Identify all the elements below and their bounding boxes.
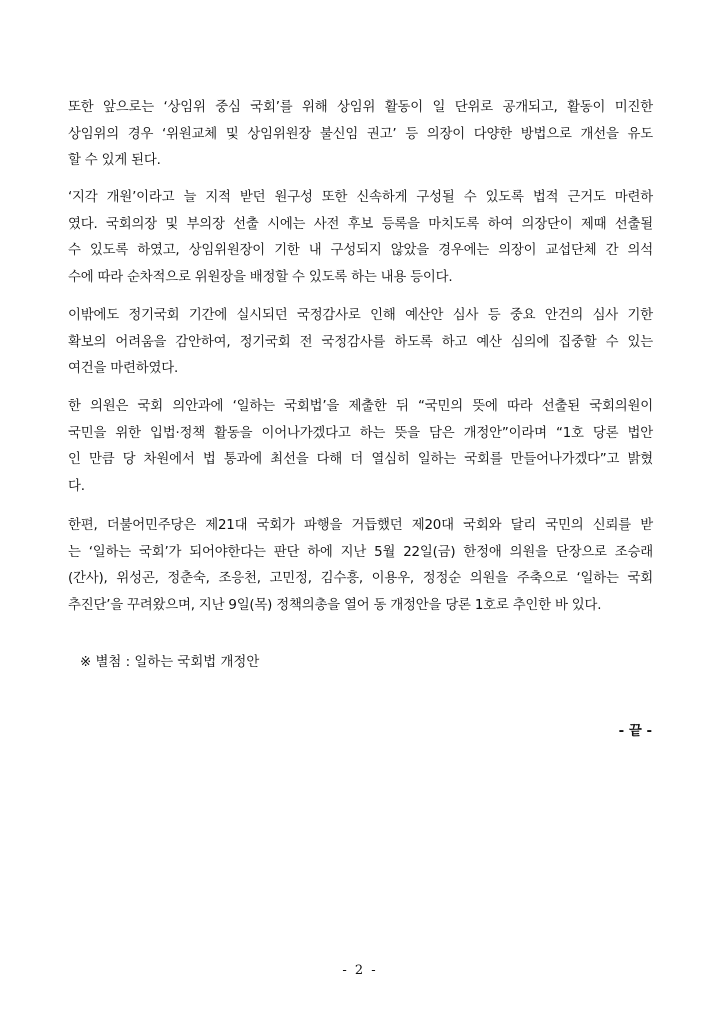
end-mark: - 끝 - bbox=[618, 724, 652, 739]
paragraph-line: 였다. 국회의장 및 부의장 선출 시에는 사전 후보 등록을 마치도록 하여 의장단이 제때 선출될 bbox=[68, 216, 653, 232]
paragraph-submission-quote bbox=[68, 394, 653, 500]
paragraph-line: 확보의 어려움을 감안하여, 정기국회 전 국정감사를 하도록 하고 예산 심의에 집중할 수 있는 bbox=[68, 334, 653, 350]
paragraph-line: 상임위의 경우 ‘위원교체 및 상임위원장 불신임 권고’ 등 의장이 다양한 방법으로 개선을 유도 bbox=[68, 126, 653, 142]
paragraph-line: 한편, 더불어민주당은 제21대 국회가 파행을 거듭했던 제20대 국회와 달리 국민의 신뢰를 받 bbox=[68, 518, 653, 533]
paragraph-line: (간사), 위성곤, 정춘숙, 조응천, 고민정, 김수흥, 이용우, 정정순 의원을 주축으로 ‘일하는 국회 bbox=[68, 571, 653, 586]
paragraph-standing-committee bbox=[68, 95, 653, 175]
paragraph-line: 여건을 마련하였다. bbox=[68, 361, 178, 376]
attachment-note: ※ 별첨 : 일하는 국회법 개정안 bbox=[80, 655, 260, 670]
paragraph-line: 수 있도록 하였고, 상임위원장이 기한 내 구성되지 않았을 경우에는 의장이 교섭단체 간 의석 bbox=[68, 243, 653, 258]
paragraph-line: 다. bbox=[68, 478, 85, 494]
page-number: - 2 - bbox=[342, 963, 378, 978]
paragraph-line: 추진단’을 꾸려왔으며, 지난 9일(목) 정책의총을 열어 동 개정안을 당론 1호로 추인한 바 있다. bbox=[68, 597, 602, 613]
paragraph-line: ‘지각 개원’이라고 늘 지적 받던 원구성 또한 신속하게 구성될 수 있도록 법적 근거도 마련하 bbox=[68, 190, 653, 205]
paragraph-line: 국민을 위한 입법·정책 활동을 이어나가겠다고 하는 뜻을 담은 개정안”이라며 “1호 당론 법안 bbox=[68, 425, 653, 441]
paragraph-party-taskforce bbox=[68, 513, 653, 619]
paragraph-line: 수에 따라 순차적으로 위원장을 배정할 수 있도록 하는 내용 등이다. bbox=[68, 269, 453, 285]
paragraph-audit bbox=[68, 303, 653, 383]
paragraph-line: 인 만큼 당 차원에서 법 통과에 최선을 다해 더 열심히 일하는 국회를 만들어나가겠다”고 밝혔 bbox=[68, 452, 653, 467]
paragraph-line: 이밖에도 정기국회 기간에 실시되던 국정감사로 인해 예산안 심사 등 중요 안건의 심사 기한 bbox=[68, 308, 653, 323]
paragraph-line: 할 수 있게 된다. bbox=[68, 153, 161, 168]
paragraph-late-opening bbox=[68, 185, 653, 291]
paragraph-line: 또한 앞으로는 ‘상임위 중심 국회’를 위해 상임위 활동이 일 단위로 공개되고, 활동이 미진한 bbox=[68, 100, 653, 115]
paragraph-line: 한 의원은 국회 의안과에 ‘일하는 국회법’을 제출한 뒤 “국민의 뜻에 따라 선출된 국회의원이 bbox=[68, 399, 653, 414]
paragraph-line: 는 ‘일하는 국회’가 되어야한다는 판단 하에 지난 5월 22일(금) 한정애 의원을 단장으로 조승래 bbox=[68, 544, 653, 560]
